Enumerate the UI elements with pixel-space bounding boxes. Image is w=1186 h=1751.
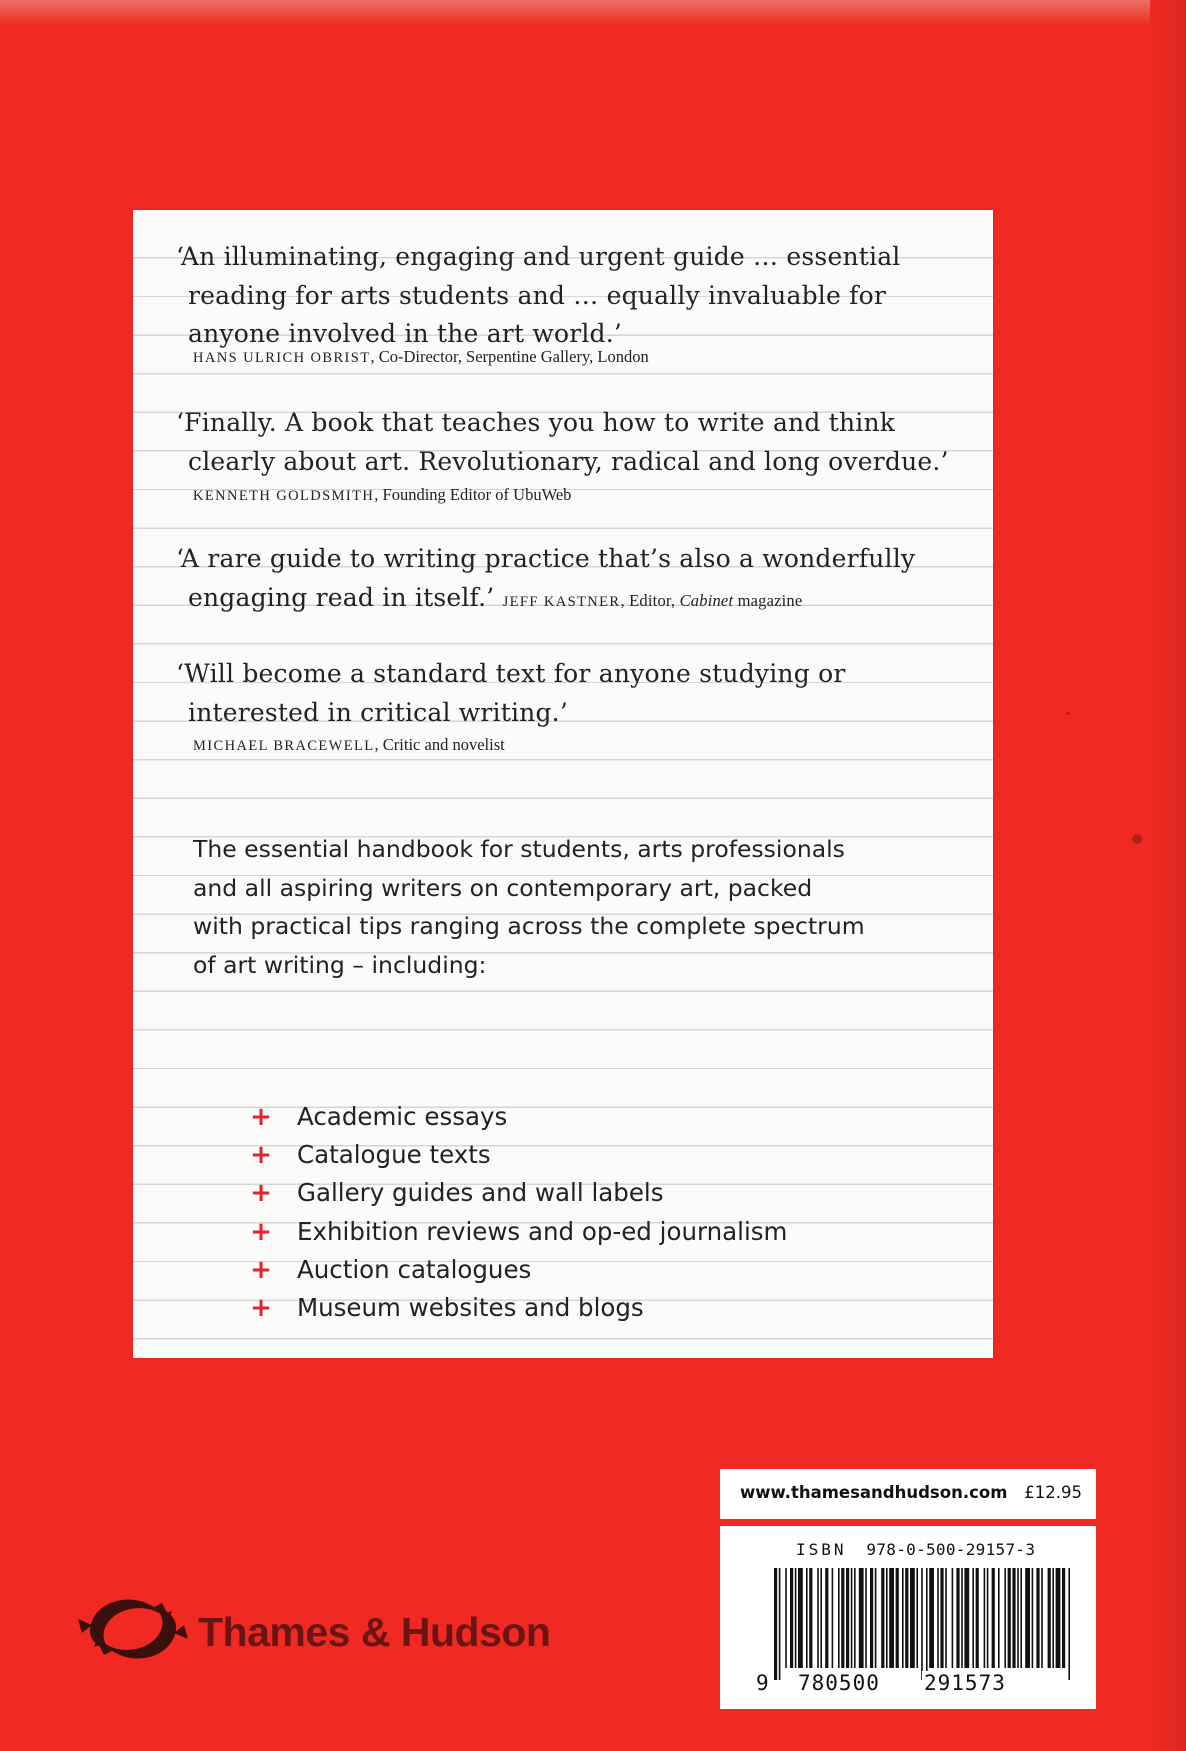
barcode-bar [886,1568,888,1668]
barcode-bar [1032,1568,1034,1668]
barcode-bar [1017,1568,1019,1668]
attribution-role: , Editor, [620,590,680,610]
attribution-name: MICHAEL BRACEWELL [193,738,375,754]
dolphins-logo-icon [78,1589,188,1669]
barcode-bar [841,1568,844,1668]
quote-line: anyone involved in the art world.’ [188,319,623,349]
barcode-bar [798,1568,803,1668]
quote-line: ‘A rare guide to writing practice that’s also a wonderfully [176,544,916,573]
barcode-bar [1048,1568,1051,1668]
isbn-number: 978-0-500-29157-3 [866,1540,1036,1559]
price: £12.95 [1024,1483,1082,1502]
wear-mark [1066,712,1070,715]
list-item-label: Exhibition reviews and op-ed journalism [297,1216,788,1246]
barcode-bar [1056,1568,1061,1668]
barcode-bar [1012,1568,1015,1668]
barcode-bar [992,1568,995,1668]
isbn-label: ISBN [796,1540,847,1559]
barcode-bar [964,1568,969,1668]
attribution-role-suffix: magazine [733,590,803,610]
barcode-bar [1041,1568,1043,1668]
barcode-bar [956,1568,959,1668]
barcode-bar [785,1568,787,1668]
barcode-bar [937,1568,939,1668]
barcode-bar [865,1568,867,1668]
quote-goldsmith [176,404,963,481]
barcode-bar [916,1568,918,1668]
attribution-role: , Co-Director, Serpentine Gallery, London [370,347,649,366]
list-item-label: Auction catalogues [297,1254,532,1284]
quote-line: ‘An illuminating, engaging and urgent guide … essential [176,242,901,271]
publisher-name: Thames & Hudson [198,1609,551,1655]
barcode-bar [984,1568,986,1668]
quote-line: reading for arts students and … equally invaluable for [188,280,886,310]
barcode-bar [945,1568,947,1668]
quote-line: ‘Finally. A book that teaches you how to write and think [176,408,896,437]
barcode-bar [940,1568,943,1668]
barcode-bar [1068,1568,1070,1680]
quote-attribution [503,591,803,610]
review-panel [133,210,993,1358]
publisher-url: www.thamesandhudson.com [740,1483,1008,1502]
description-line: and all aspiring writers on contemporary art, packed [193,873,813,902]
barcode-bar [795,1568,797,1668]
plus-icon: + [250,1102,272,1132]
barcode-digits-right: 291573 [924,1671,1006,1695]
barcode-bar [972,1568,974,1668]
feature-list [233,1098,787,1327]
plus-icon: + [250,1216,272,1247]
barcode-bar [820,1568,822,1668]
barcode-bar [825,1568,828,1668]
barcode-bar [806,1568,808,1668]
barcode-bar [1036,1568,1039,1668]
barcode-bar [905,1568,908,1668]
barcode-bar [902,1568,904,1668]
barcode-bar [998,1568,1000,1668]
list-item [233,1213,787,1251]
barcode-box [720,1526,1096,1709]
barcode-bar [875,1568,877,1668]
list-item-label: Catalogue texts [297,1140,491,1170]
description-line: The essential handbook for students, arts professionals [193,835,845,863]
plus-icon: + [250,1178,272,1209]
quote-attribution [193,347,963,367]
quote-obrist [176,238,963,354]
barcode-bar [987,1568,989,1668]
description-line: of art writing – including: [193,950,487,979]
list-item-label: Museum websites and blogs [297,1292,644,1322]
quote-line: ‘Will become a standard text for anyone studying or [176,659,846,688]
wear-mark [1132,834,1142,844]
list-item [233,1136,787,1174]
quote-line: clearly about art. Revolutionary, radical and long overdue.’ [188,446,949,476]
attribution-name: KENNETH GOLDSMITH [193,488,375,504]
barcode-bar [929,1568,934,1668]
barcode-bar [1062,1568,1065,1668]
isbn [796,1540,1035,1559]
barcode-bar [838,1568,840,1668]
list-item [233,1289,787,1327]
list-item-label: Academic essays [297,1102,508,1131]
barcode-bar [1008,1568,1011,1668]
barcode-bar [790,1568,793,1668]
barcode-bar [1052,1568,1054,1668]
barcode-bar [859,1568,864,1668]
quote-kastner [176,540,963,621]
attribution-name: JEFF KASTNER [502,593,621,610]
barcode-bar [1020,1568,1022,1668]
barcode-bar [832,1568,834,1668]
barcode-bar [846,1568,849,1668]
book-description [193,830,963,984]
barcode-bar [921,1568,923,1680]
barcode-bar [889,1568,894,1668]
plus-icon: + [250,1254,272,1285]
barcode-bar [926,1568,928,1680]
attribution-name: HANS ULRICH OBRIST [193,350,371,366]
barcode-bar [1004,1568,1006,1668]
price-box [720,1469,1096,1519]
quote-bracewell [176,655,963,732]
barcode-bar [779,1568,781,1680]
barcode-bar [896,1568,899,1668]
barcode-digit-first: 9 [756,1671,770,1695]
quote-attribution [193,735,963,755]
barcode-bar [854,1568,856,1668]
attribution-publication: Cabinet [679,590,734,610]
barcode-digits-left: 780500 [798,1671,880,1695]
quote-attribution [193,485,963,505]
attribution-role: , Founding Editor of UbuWeb [374,485,572,504]
plus-icon: + [250,1140,272,1171]
list-item [233,1251,787,1289]
list-item [233,1174,787,1212]
barcode-bar [817,1568,819,1668]
quote-line: interested in critical writing.’ [188,697,568,727]
barcode-bar [952,1568,954,1668]
barcode-bar [774,1568,777,1680]
barcode-bar [910,1568,915,1668]
barcode-bar [881,1568,884,1668]
attribution-role: , Critic and novelist [374,735,505,754]
barcode-bar [976,1568,979,1668]
list-item-label: Gallery guides and wall labels [297,1178,664,1208]
barcode-bar [961,1568,963,1668]
plus-icon: + [250,1292,272,1323]
barcode-bar [870,1568,873,1668]
barcode-bar [1025,1568,1030,1668]
barcode-bar [851,1568,853,1668]
quote-line: engaging read in itself.’ [188,582,495,612]
barcode-bar [809,1568,812,1668]
barcode-icon [774,1568,1074,1680]
description-line: with practical tips ranging across the complete spectrum [193,912,865,941]
list-item [233,1098,787,1136]
